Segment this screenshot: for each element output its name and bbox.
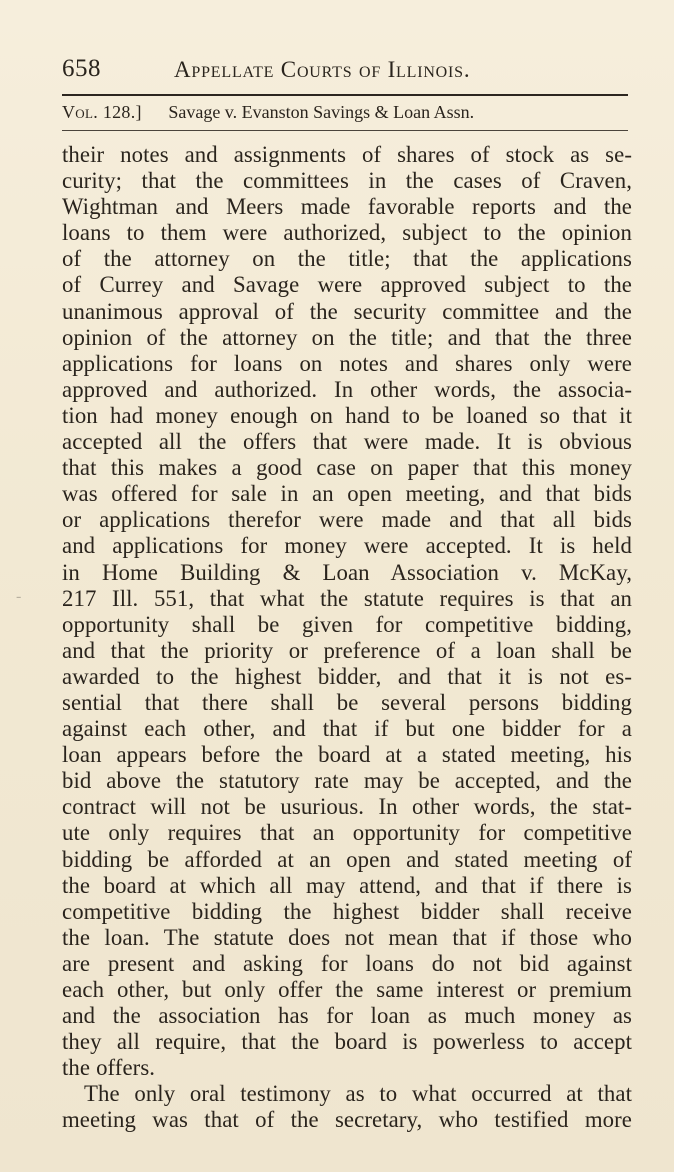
text-line: tion had money enough on hand to be loaned so that it [62,402,632,428]
case-title: Savage v. Evanston Savings & Loan Assn. [168,102,475,122]
case-citation-line [62,101,628,123]
text-line: was offered for sale in an open meeting, and that bids [62,481,632,507]
volume-label: Vol. 128.] [62,102,142,122]
text-line: or applications therefor were made and that all bids [62,507,632,533]
body-text [62,142,632,1134]
text-line: loans to them were authorized, subject to the opinion [62,220,632,246]
text-line: accepted all the offers that were made. It is obvious [62,429,632,455]
text-line: bidding be afforded at an open and stated meeting of [62,846,632,872]
text-line: opportunity shall be given for competitive bidding, [62,611,632,637]
text-line: are present and asking for loans do not bid against [62,950,632,976]
text-line: and applications for money were accepted. It is held [62,533,632,559]
header-rule-top [62,94,628,96]
text-line: approved and authorized. In other words, the associa- [62,376,632,402]
header-rule-bottom [62,130,628,131]
text-line: Wightman and Meers made favorable reports and the [62,194,632,220]
paragraph-start-line: The only oral testimony as to what occurred at that [84,1081,632,1107]
text-line: their notes and assignments of shares of stock as se- [62,142,632,167]
text-line: competitive bidding the highest bidder shall receive [62,898,632,924]
text-line: of the attorney on the title; that the applications [62,246,632,272]
text-line: ute only requires that an opportunity for competitive [62,820,632,846]
text-line: bid above the statutory rate may be accepted, and the [62,768,632,794]
text-line: opinion of the attorney on the title; and that the three [62,324,632,350]
text-line: that this makes a good case on paper that this money [62,455,632,481]
running-title: Appellate Courts of Illinois. [174,57,471,82]
text-line: the loan. The statute does not mean that if those who [62,924,632,950]
text-line: in Home Building & Loan Association v. McKay, [62,559,632,585]
text-line: 217 Ill. 551, that what the statute requires is that an [62,585,632,611]
text-line: unanimous approval of the security committee and the [62,298,632,324]
text-line: and that the priority or preference of a loan shall be [62,637,632,663]
text-line: contract will not be usurious. In other words, the stat- [62,794,632,820]
text-line: against each other, and that if but one bidder for a [62,716,632,742]
margin-mark: - [16,588,22,605]
text-line: they all require, that the board is powerless to accept [62,1029,632,1055]
text-line: sential that there shall be several persons bidding [62,689,632,715]
page-number: 658 [62,55,101,82]
page-header [62,52,630,88]
text-line: each other, but only offer the same interest or premium [62,977,632,1002]
paragraph-end-line: the offers. [62,1055,156,1081]
text-line: curity; that the committees in the cases of Craven, [62,168,632,194]
text-line: loan appears before the board at a stated meeting, his [62,742,632,768]
text-line: awarded to the highest bidder, and that it is not es- [62,663,632,689]
text-line: applications for loans on notes and shares only were [62,350,632,376]
text-line: meeting was that of the secretary, who testified more [62,1107,632,1133]
text-line: the board at which all may attend, and that if there is [62,872,632,898]
text-line: and the association has for loan as much money as [62,1003,632,1029]
text-line: of Currey and Savage were approved subject to the [62,272,632,298]
